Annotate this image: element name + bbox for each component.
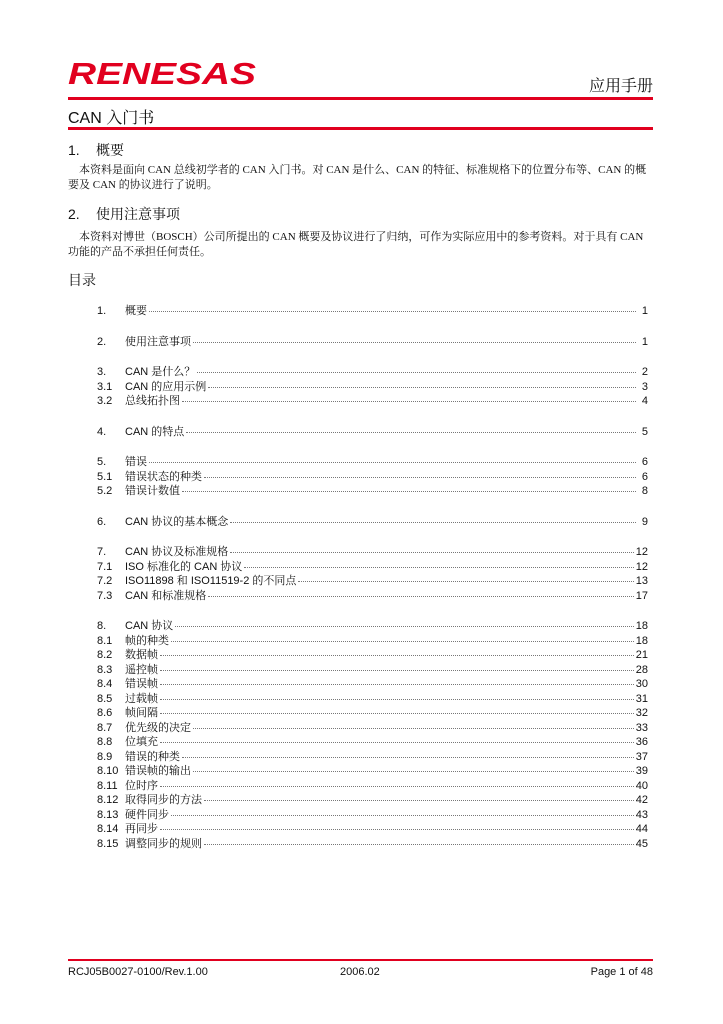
toc-entry-number: 8.11 (97, 779, 118, 792)
toc-entry-title: 使用注意事项 (125, 335, 191, 348)
toc-entry-page: 39 (635, 765, 648, 777)
toc-entry-title: 错误状态的种类 (125, 470, 202, 483)
toc-entry-number: 3.2 (97, 395, 113, 407)
toc-entry-title: 帧间隔 (125, 707, 158, 719)
toc-entry-number: 8.8 (97, 736, 113, 748)
toc-entry-number: 3. (97, 366, 107, 378)
toc-leader-dots (160, 703, 634, 714)
toc-leader-dots (160, 645, 634, 656)
toc-entry-number: 6. (97, 515, 107, 528)
toc-entry-page: 1 (641, 305, 648, 317)
toc-entry-page: 18 (635, 620, 648, 632)
toc-entry-number: 7.1 (97, 560, 113, 573)
toc-leader-dots (160, 660, 634, 671)
toc-leader-dots (175, 616, 633, 627)
toc-entry-number: 8.7 (97, 721, 113, 734)
toc-leader-dots (298, 571, 633, 582)
toc-entry-title: ISO 标准化的 CAN 协议 (125, 560, 243, 573)
toc-entry-page: 42 (635, 794, 648, 806)
toc-entry-title: 总线拓扑图 (125, 395, 180, 407)
toc-entry-title: CAN 的应用示例 (125, 380, 207, 393)
toc-leader-dots (160, 819, 634, 830)
toc-entry-number: 8.6 (97, 707, 113, 719)
title-divider (68, 127, 653, 130)
toc-entry[interactable] (97, 393, 648, 408)
toc-entry-page: 1 (641, 335, 648, 348)
toc-leader-dots (160, 732, 634, 743)
toc-entry[interactable] (97, 303, 648, 318)
toc-leader-dots (149, 301, 636, 312)
toc-entry-title: 错误计数值 (125, 485, 180, 497)
toc-entry-number: 8.12 (97, 794, 119, 806)
toc-entry-title: 遥控帧 (125, 663, 158, 676)
toc-leader-dots (182, 747, 634, 758)
toc-entry[interactable] (97, 483, 648, 498)
toc-entry-page: 3 (641, 380, 648, 393)
toc-entry-page: 12 (635, 546, 648, 558)
toc-entry[interactable] (97, 588, 648, 603)
section-1-heading (68, 140, 124, 160)
toc-entry-page: 37 (635, 750, 648, 763)
section-2-heading (68, 204, 180, 224)
toc-entry-page: 6 (641, 456, 648, 468)
section-2-body: 本资料对博世（BOSCH）公司所提出的 CAN 概要及协议进行了归纳，可作为实际应用中的参考资料。对于具有 CAN 功能的产品不承担任何责任。 (68, 231, 644, 258)
document-title: CAN 入门书 (68, 110, 155, 127)
toc-leader-dots (193, 761, 634, 772)
toc-entry-page: 40 (635, 779, 648, 792)
footer-date: 2006.02 (340, 966, 380, 978)
toc-entry-title: CAN 是什么？ (125, 366, 196, 378)
toc-leader-dots (149, 452, 636, 463)
toc-leader-dots (197, 362, 636, 373)
toc-leader-dots (204, 467, 636, 478)
toc-entry-title: 概要 (125, 305, 147, 317)
toc-leader-dots (230, 512, 636, 523)
toc-entry-page: 17 (635, 589, 648, 602)
toc-entry-title: 优先级的决定 (125, 721, 191, 734)
toc-entry-title: CAN 协议及标准规格 (125, 546, 229, 558)
toc-leader-dots (244, 557, 633, 568)
toc-entry-page: 31 (635, 692, 648, 705)
toc-entry[interactable] (97, 334, 648, 349)
toc-entry-page: 44 (635, 823, 648, 835)
toc-entry[interactable] (97, 424, 648, 439)
toc-entry-number: 8.13 (97, 808, 119, 821)
toc-entry-title: ISO11898 和 ISO11519-2 的不同点 (125, 575, 297, 587)
toc-entry[interactable] (97, 514, 648, 529)
toc-leader-dots (171, 631, 634, 642)
toc-leader-dots (204, 790, 634, 801)
footer-doc-number: RCJ05B0027-0100/Rev.1.00 (68, 966, 208, 978)
toc-entry-page: 45 (635, 837, 648, 850)
toc-entry-page: 12 (635, 560, 648, 573)
toc-entry[interactable] (97, 836, 648, 851)
toc-leader-dots (160, 674, 634, 685)
toc-leader-dots (160, 689, 634, 700)
toc-entry-number: 8.3 (97, 663, 113, 676)
toc-entry-number: 8.9 (97, 750, 113, 763)
toc-leader-dots (193, 718, 634, 729)
toc-entry-title: 过载帧 (125, 692, 158, 705)
toc-entry-page: 4 (641, 395, 648, 407)
toc-entry-page: 33 (635, 721, 648, 734)
toc-entry-title: 取得同步的方法 (125, 794, 202, 806)
toc-entry-title: CAN 协议的基本概念 (125, 515, 229, 528)
toc-entry-title: 位时序 (125, 779, 158, 792)
toc-entry-page: 9 (641, 515, 648, 528)
toc-leader-dots (208, 586, 633, 597)
toc-entry-number: 7.3 (97, 589, 113, 602)
toc-entry-title: 错误帧的输出 (125, 765, 191, 777)
toc-entry-title: CAN 协议 (125, 620, 174, 632)
toc-entry-number: 7.2 (97, 575, 113, 587)
toc-entry-title: 错误帧 (125, 678, 158, 690)
header-divider (68, 97, 653, 100)
toc-entry-title: 硬件同步 (125, 808, 169, 821)
toc-leader-dots (182, 391, 636, 402)
toc-entry-number: 8.4 (97, 678, 113, 690)
doc-type-label: 应用手册 (588, 78, 653, 95)
toc-entry-page: 43 (635, 808, 648, 821)
toc-entry-page: 32 (635, 707, 648, 719)
renesas-logo (68, 58, 258, 88)
toc-entry-title: 数据帧 (125, 649, 158, 661)
toc-entry-number: 8.2 (97, 649, 113, 661)
toc-entry-page: 28 (635, 663, 648, 676)
toc-entry-title: 帧的种类 (125, 634, 169, 647)
toc-entry-title: 错误 (125, 456, 147, 468)
toc-leader-dots (230, 542, 633, 553)
footer-divider (68, 959, 653, 961)
toc-entry-number: 1. (97, 305, 107, 317)
toc-entry-title: 位填充 (125, 736, 158, 748)
table-of-contents (97, 303, 648, 850)
toc-entry-title: 调整同步的规则 (125, 837, 202, 850)
toc-entry-page: 36 (635, 736, 648, 748)
toc-leader-dots (186, 422, 636, 433)
section-1-body: 本资料是面向 CAN 总线初学者的 CAN 入门书。对 CAN 是什么、CAN 的特征、标准规格下的位置分布等、CAN 的概要及 CAN 的协议进行了说明。 (68, 164, 647, 191)
toc-entry-title: 再同步 (125, 823, 158, 835)
toc-leader-dots (160, 776, 634, 787)
toc-entry-number: 8.1 (97, 634, 113, 647)
toc-leader-dots (171, 805, 634, 816)
toc-entry-page: 5 (641, 425, 648, 438)
section-title: 使用注意事项 (96, 206, 180, 222)
toc-entry-number: 5.1 (97, 470, 113, 483)
toc-leader-dots (182, 481, 636, 492)
toc-entry-number: 8.15 (97, 837, 119, 850)
toc-entry-page: 8 (641, 485, 648, 497)
toc-entry-title: 错误的种类 (125, 750, 180, 763)
toc-entry-page: 18 (635, 634, 648, 647)
toc-entry-page: 13 (635, 575, 648, 587)
toc-entry-number: 8.10 (97, 765, 119, 777)
toc-entry-page: 21 (635, 649, 648, 661)
section-number: 2. (68, 206, 80, 222)
toc-entry-number: 8.5 (97, 692, 113, 705)
toc-entry-page: 6 (641, 470, 648, 483)
toc-entry-page: 2 (641, 366, 648, 378)
section-title: 概要 (96, 142, 124, 158)
toc-entry-number: 5. (97, 456, 107, 468)
toc-leader-dots (208, 377, 636, 388)
logo-text: RENESAS (68, 58, 257, 88)
toc-entry-number: 4. (97, 425, 107, 438)
toc-title: 目录 (68, 272, 96, 288)
toc-entry-number: 8.14 (97, 823, 119, 835)
toc-entry-title: CAN 和标准规格 (125, 589, 207, 602)
toc-entry-number: 7. (97, 546, 107, 558)
section-number: 1. (68, 142, 80, 158)
footer-page-number: Page 1 of 48 (590, 966, 653, 978)
toc-entry-number: 3.1 (97, 380, 113, 393)
toc-entry-title: CAN 的特点 (125, 425, 185, 438)
toc-entry-number: 2. (97, 335, 107, 348)
toc-entry-number: 8. (97, 620, 107, 632)
toc-leader-dots (204, 834, 634, 845)
toc-leader-dots (193, 332, 636, 343)
toc-entry-number: 5.2 (97, 485, 113, 497)
toc-entry-page: 30 (635, 678, 648, 690)
